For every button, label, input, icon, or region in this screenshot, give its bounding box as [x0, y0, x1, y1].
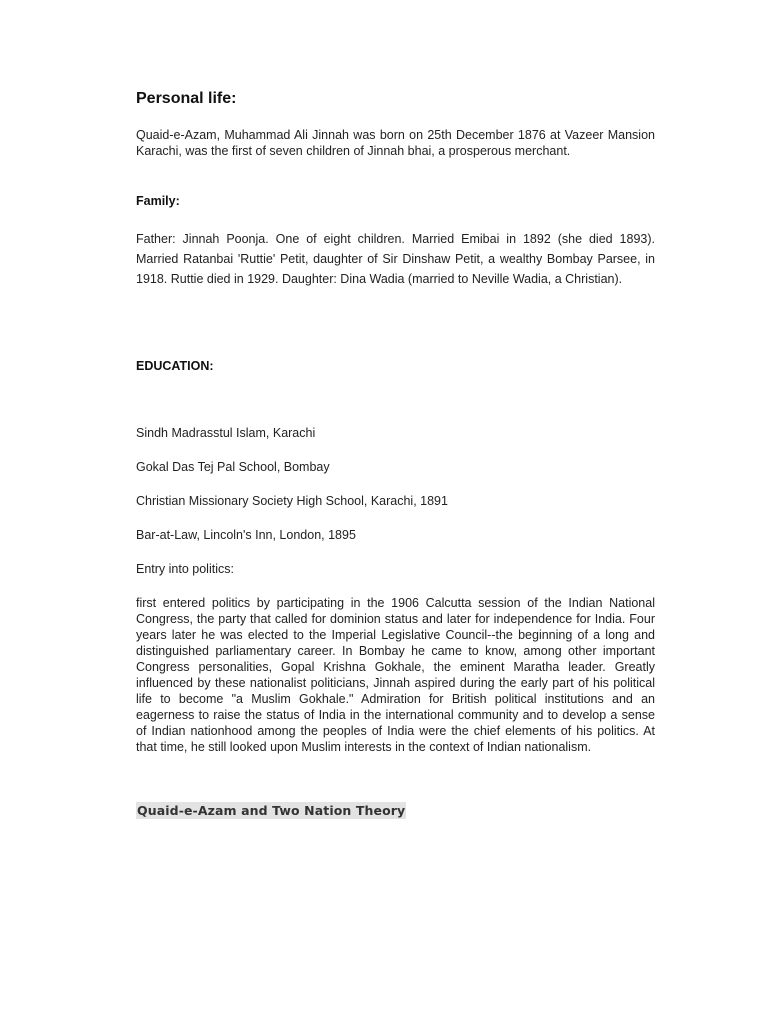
education-heading: EDUCATION: [136, 359, 214, 373]
education-item: Christian Missionary Society High School, Karachi, 1891 [136, 494, 448, 508]
politics-paragraph: first entered politics by participating in the 1906 Calcutta session of the Indian National Congress, the party that called for dominion status and later for independence for India. Four years later he was elected to the Imperial Legislative Council--the beginning of a long and distinguished parliamentary career. In Bombay he came to know, among other important Congress personalities, Gopal Krishna Gokhale, the eminent Maratha leader. Greatly influenced by these nationalist politicians, Jinnah aspired during the early part of his political life to become "a Muslim Gokhale." Admiration for British political institutions and an eagerness to raise the status of India in the international community and to develop a sense of Indian nationhood among the peoples of India were the chief elements of his politics. At that time, he still looked upon Muslim interests in the context of Indian nationalism. [136, 596, 655, 754]
education-item: Bar-at-Law, Lincoln's Inn, London, 1895 [136, 528, 356, 542]
politics-heading: Entry into politics: [136, 562, 234, 576]
personal-life-paragraph: Quaid-e-Azam, Muhammad Ali Jinnah was born on 25th December 1876 at Vazeer Mansion Karachi, was the first of seven children of Jinnah bhai, a prosperous merchant. [136, 128, 655, 158]
family-paragraph: Father: Jinnah Poonja. One of eight children. Married Emibai in 1892 (she died 1893). Married Ratanbai 'Ruttie' Petit, daughter of Sir Dinshaw Petit, a wealthy Bombay Parsee, in 1918. Ruttie died in 1929. Daughter: Dina Wadia (married to Neville Wadia, a Christian). [136, 232, 655, 286]
family-heading: Family: [136, 194, 180, 208]
education-item: Gokal Das Tej Pal School, Bombay [136, 460, 330, 474]
two-nation-theory-heading: Quaid-e-Azam and Two Nation Theory [137, 803, 406, 818]
education-item: Sindh Madrasstul Islam, Karachi [136, 426, 316, 440]
personal-life-heading: Personal life: [136, 90, 237, 107]
